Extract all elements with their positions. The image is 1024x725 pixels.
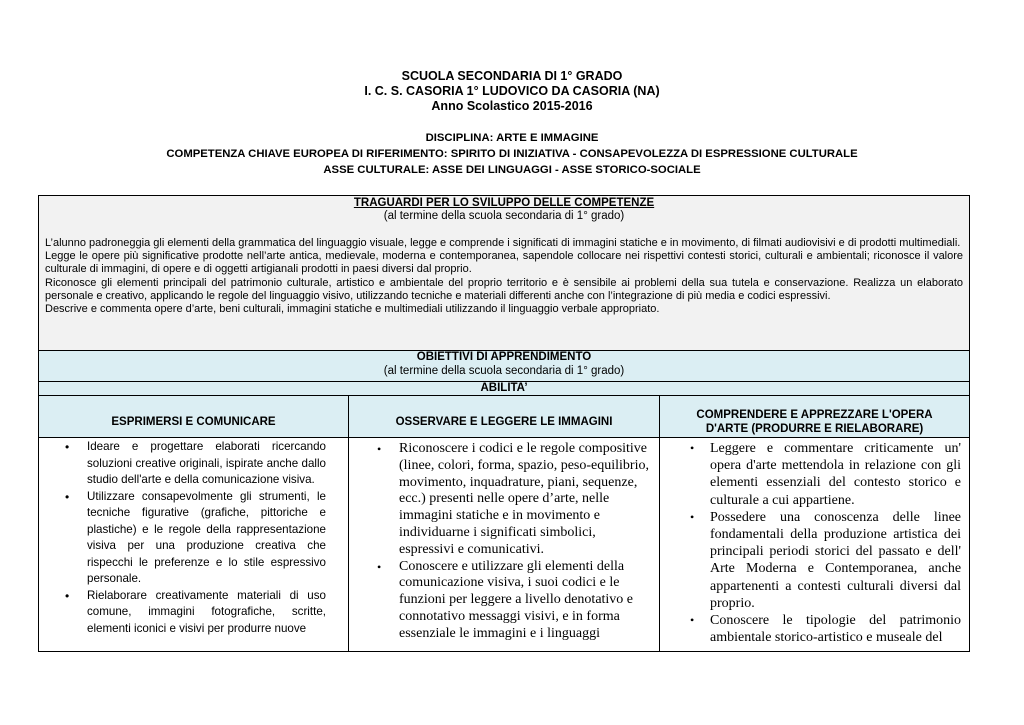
list-item-text: Riconoscere i codici e le regole compositive (linee, colori, forma, spazio, peso-equilibrio, movimento, inquadrature, piani, sequenze, ecc.) presenti nelle opere d’arte, nelle immagini statiche e in movimento e individuarne i significati simbolici, espressivi e comunicativi. — [399, 441, 649, 557]
traguardi-paragraph: L’alunno padroneggia gli elementi della grammatica del linguaggio visuale, legge e comprende i significati di immagini statiche e in movimento, di filmati audiovisivi e di prodotti multimediali. — [45, 237, 961, 249]
traguardi-title: TRAGUARDI PER LO SVILUPPO DELLE COMPETENZE — [353, 197, 655, 209]
column-header-comprendere — [660, 396, 970, 438]
list-item-text: Conoscere e utilizzare gli elementi della comunicazione visiva, i suoi codici e le funzioni per leggere a livello denotativo e connotativo messaggi visivi, e in forma essenziale le immagini e i linguaggi — [399, 558, 634, 641]
column-header-label: OSSERVARE E LEGGERE LE IMMAGINI — [395, 415, 613, 428]
school-title: SCUOLA SECONDARIA DI 1° GRADO — [401, 69, 623, 83]
list-item — [39, 439, 348, 489]
curriculum-table — [38, 195, 970, 652]
list-item-text: Utilizzare consapevolmente gli strumenti, le tecniche figurative (grafiche, pittoriche e plastiche) e le regole della rappresentazione visiva per una produzione creativa che rispecchi le preferenze e lo stile espressivo personale. — [87, 489, 326, 585]
bullet-icon: • — [65, 489, 70, 504]
traguardi-paragraph: Riconosce gli elementi principali del patrimonio culturale, artistico e ambientale del proprio territorio e è sensibile ai problemi della sua tutela e conservazione. Realizza un elaborato personale e creativo, applicando le regole del linguaggio visivo, utilizzando tecniche e materiali differenti anche con l’integrazione di più media e codici espressivi. — [45, 276, 964, 302]
list-item-text: Leggere e commentare criticamente un' opera d'arte mettendola in relazione con gli elementi essenziali del contesto storico e culturale a cui appartiene. — [710, 441, 962, 508]
traguardi-section — [39, 196, 970, 351]
list-item — [349, 441, 659, 559]
list-item — [349, 559, 659, 643]
list-item-text: Rielaborare creativamente materiali di uso comune, immagini fotografiche, scritte, elementi iconici e visivi per produrre nuove — [87, 588, 326, 635]
skills-list — [660, 438, 969, 646]
traguardi-paragraph: Descrive e commenta opere d’arte, beni culturali, immagini statiche e multimediali utilizzando il linguaggio verbale appropriato. — [45, 303, 660, 316]
list-item — [39, 489, 348, 588]
list-item — [660, 612, 969, 646]
bullet-icon: • — [690, 509, 695, 524]
institute-name: I. C. S. CASORIA 1° LUDOVICO DA CASORIA (NA) — [364, 84, 660, 98]
list-item — [660, 440, 969, 509]
bullet-icon: • — [377, 559, 382, 574]
discipline-label: DISCIPLINA: ARTE E IMMAGINE — [425, 132, 599, 144]
skills-list — [349, 438, 659, 643]
column-header-line: D'ARTE (PRODURRE E RIELABORARE) — [705, 422, 924, 435]
list-item — [660, 509, 969, 612]
cultural-axis: ASSE CULTURALE: ASSE DEI LINGUAGGI - ASSE STORICO-SOCIALE — [323, 164, 701, 176]
bullet-icon: • — [690, 613, 695, 628]
column-osservare-content — [349, 438, 660, 652]
traguardi-subtitle: (al termine della scuola secondaria di 1° grado) — [383, 210, 625, 222]
column-esprimersi-content — [39, 438, 349, 652]
list-item — [39, 588, 348, 638]
obiettivi-title: OBIETTIVI DI APPRENDIMENTO — [416, 351, 592, 363]
column-header-line: COMPRENDERE E APPREZZARE L'OPERA — [696, 408, 933, 421]
list-item-text: Possedere una conoscenza delle linee fondamentali della produzione artistica dei principali periodi storici del passato e dell' Arte Moderna e Contemporanea, anche appartenenti a contesti culturali diversi dal proprio. — [710, 509, 962, 611]
traguardi-paragraph: Legge le opere più significative prodotte nell’arte antica, medievale, moderna e contemporanea, sapendole collocare nei rispettivi contesti storici, culturali e ambientali; riconosce il valore culturale di immagini, di opere e di oggetti artigianali prodotti in paesi diversi dal proprio. — [45, 250, 964, 276]
skills-list — [39, 438, 348, 637]
bullet-icon: • — [65, 588, 70, 603]
list-item-text: Conoscere le tipologie del patrimonio ambientale storico-artistico e museale del — [710, 613, 962, 646]
obiettivi-subtitle: (al termine della scuola secondaria di 1° grado) — [383, 364, 625, 377]
bullet-icon: • — [65, 440, 70, 454]
traguardi-body — [39, 223, 969, 316]
list-item-text: Ideare e progettare elaborati ricercando soluzioni creative originali, ispirate anche dallo studio dell'arte e della comunicazione visiva. — [87, 440, 326, 486]
bullet-icon: • — [377, 442, 382, 456]
column-header-esprimersi — [39, 396, 349, 438]
column-comprendere-content — [660, 438, 970, 652]
abilita-header: ABILITA’ — [39, 382, 970, 396]
key-competence: COMPETENZA CHIAVE EUROPEA DI RIFERIMENTO: SPIRITO DI INIZIATIVA - CONSAPEVOLEZZA DI ESPRESSIONE CULTURALE — [166, 148, 858, 160]
school-year: Anno Scolastico 2015-2016 — [431, 99, 593, 113]
column-header-label — [660, 398, 969, 436]
obiettivi-section — [39, 351, 970, 382]
column-header-label: ESPRIMERSI E COMUNICARE — [111, 415, 276, 428]
column-header-osservare — [349, 396, 660, 438]
bullet-icon: • — [690, 441, 695, 455]
